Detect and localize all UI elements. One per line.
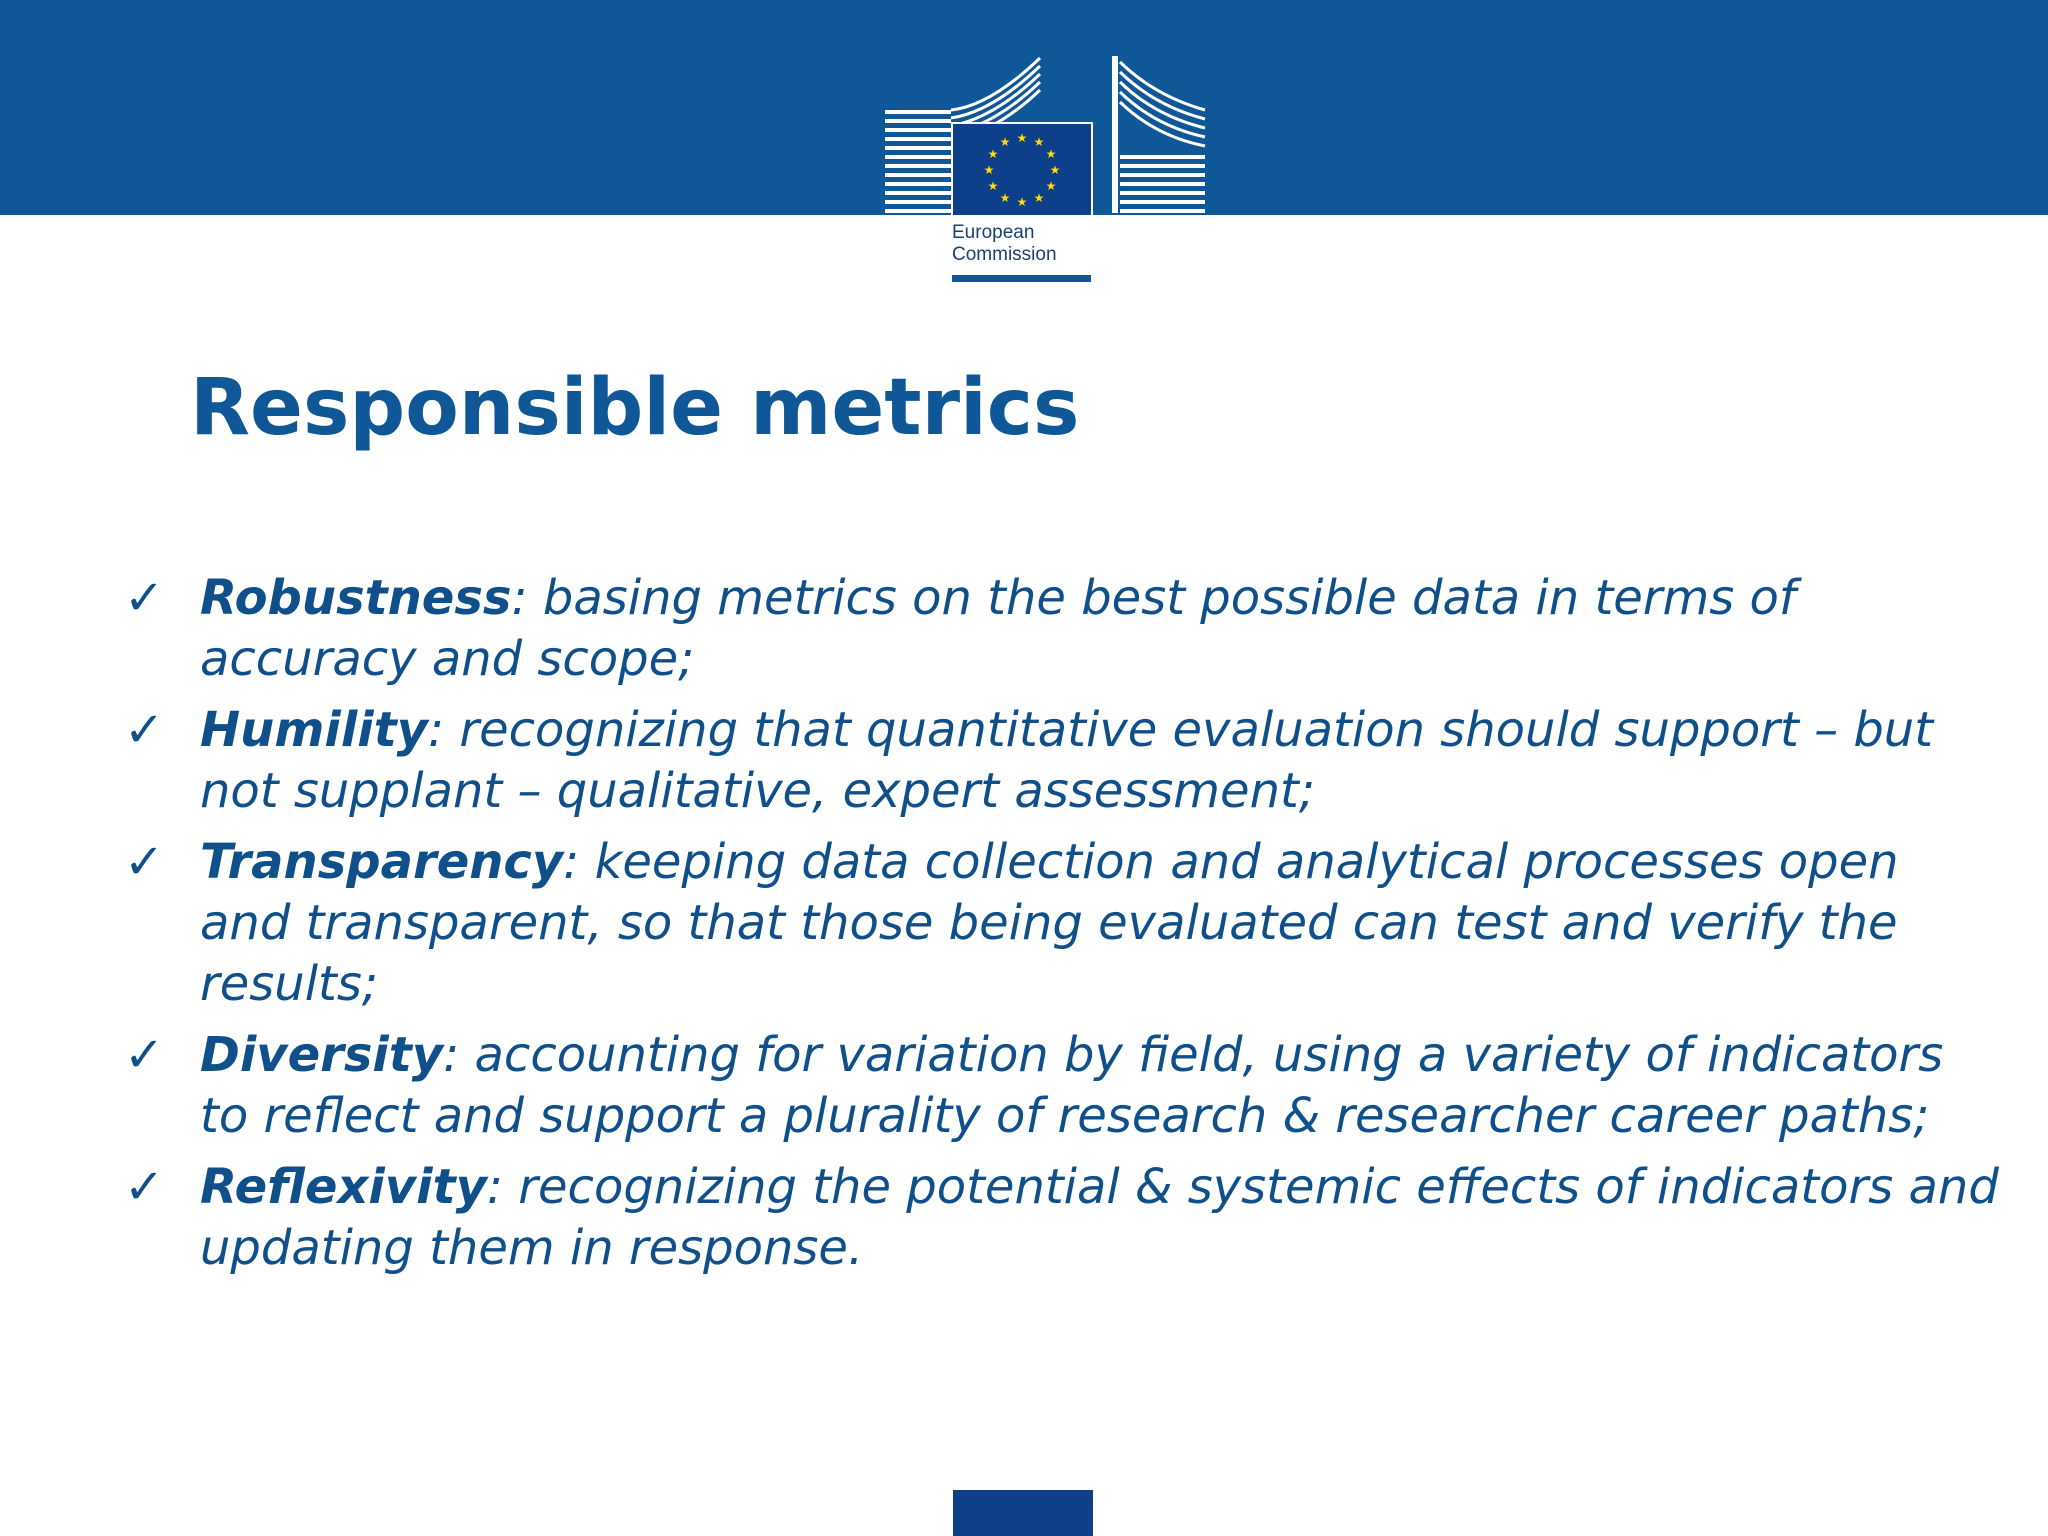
european-commission-logo	[880, 56, 1210, 288]
svg-text:★: ★	[999, 191, 1011, 205]
svg-text:★: ★	[1016, 131, 1028, 145]
slide-title: Responsible metrics	[190, 363, 1080, 453]
check-icon: ✓	[124, 834, 165, 890]
svg-text:★: ★	[999, 135, 1011, 149]
check-icon: ✓	[124, 570, 165, 626]
svg-text:★: ★	[1033, 135, 1045, 149]
bullet-text: : basing metrics on the best possible data in terms of accuracy and scope;	[200, 570, 1796, 687]
check-icon: ✓	[124, 1159, 165, 1215]
check-icon: ✓	[124, 702, 165, 758]
bullet-term: Transparency	[200, 834, 564, 890]
svg-text:★: ★	[1045, 147, 1057, 161]
svg-text:★: ★	[1033, 191, 1045, 205]
bullet-term: Reflexivity	[200, 1159, 487, 1215]
list-item	[120, 568, 2000, 690]
logo-line-2: Commission	[952, 244, 1057, 265]
check-icon: ✓	[124, 1027, 165, 1083]
bullet-term: Robustness	[200, 570, 512, 626]
svg-text:★: ★	[983, 163, 995, 177]
bullet-list	[120, 568, 2000, 1289]
list-item	[120, 1025, 2000, 1147]
bullet-text: : accounting for variation by field, using a variety of indicators to reflect and support a plurality of research & researcher career paths;	[200, 1027, 1944, 1144]
bullet-term: Humility	[200, 702, 428, 758]
bullet-term: Diversity	[200, 1027, 444, 1083]
svg-text:★: ★	[1049, 163, 1061, 177]
list-item	[120, 832, 2000, 1015]
bullet-text: : recognizing the potential & systemic effects of indicators and updating them in response.	[200, 1159, 1999, 1276]
logo-underline	[952, 275, 1091, 282]
logo-line-1: European	[952, 222, 1035, 243]
list-item	[120, 1157, 2000, 1279]
svg-text:★: ★	[1016, 195, 1028, 209]
list-item	[120, 700, 2000, 822]
bullet-text: : keeping data collection and analytical processes open and transparent, so that those being evaluated can test and verify the results;	[200, 834, 1899, 1012]
logo-wordmark	[952, 222, 1057, 266]
bullet-text: : recognizing that quantitative evaluation should support – but not supplant – qualitative, expert assessment;	[200, 702, 1934, 819]
svg-text:★: ★	[987, 179, 999, 193]
svg-text:★: ★	[987, 147, 999, 161]
svg-text:★: ★	[1045, 179, 1057, 193]
berlaymont-building-icon	[880, 56, 1210, 216]
bottom-tab	[953, 1490, 1093, 1536]
